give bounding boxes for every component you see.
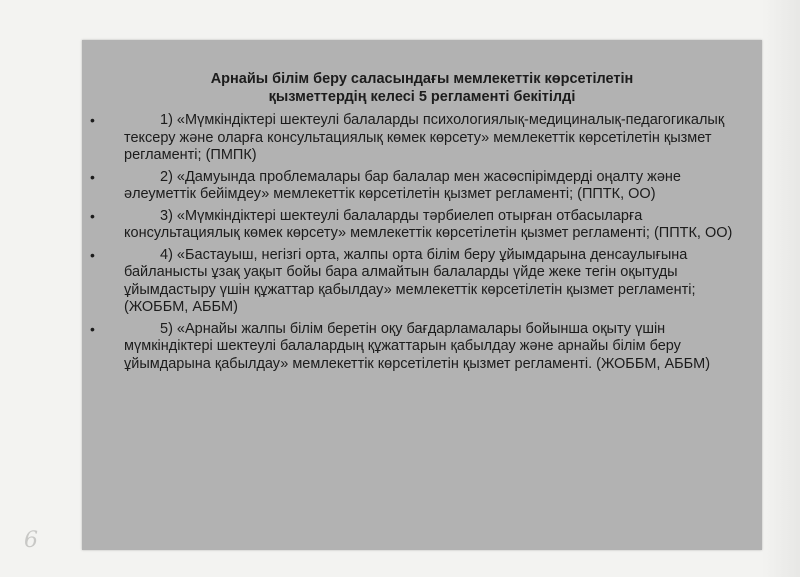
list-item xyxy=(82,247,762,317)
list-item xyxy=(82,169,762,204)
bullet-icon: • xyxy=(90,112,95,128)
list-item xyxy=(82,208,762,243)
bullet-icon: • xyxy=(90,320,95,337)
list-item-text: 5) «Арнайы жалпы білім беретін оқу бағдарламалары бойынша оқыту үшін мүмкіндіктері шектеулі балалардың құжаттарын қабылдау және арнайы білім беру ұйымдарына қабылдау» мемлекеттік көрсетілетін қызмет регламенті. (ЖОББМ, АББМ) xyxy=(124,320,711,372)
page-edge-shadow xyxy=(762,0,800,577)
slide-title xyxy=(82,70,762,106)
list-item xyxy=(82,321,762,374)
bullet-icon: • xyxy=(90,207,95,224)
regulation-list xyxy=(82,112,762,377)
bullet-icon: • xyxy=(90,246,95,263)
slide-title-line-2: қызметтердің келесі 5 регламенті бекітілді xyxy=(268,89,576,105)
list-item xyxy=(82,112,762,165)
bullet-icon: • xyxy=(90,168,95,185)
slide-panel xyxy=(82,40,762,550)
slide-title-line-1: Арнайы білім беру саласындағы мемлекеттік көрсетілетін xyxy=(210,71,634,87)
list-item-text: 1) «Мүмкіндіктері шектеулі балаларды психологиялық-медициналық-педагогикалық тексеру және оларға консультациялық көмек көрсету» мемлекеттік көрсетілетін қызмет регламенті; (ПМПК) xyxy=(124,112,725,163)
list-item-text: 4) «Бастауыш, негізгі орта, жалпы орта білім беру ұйымдарына денсаулығына байланысты ұзақ уақыт бойы бара алмайтын балаларды үйде жеке тегін оқытуды ұйымдастыру үшін құжаттар қабылдау» мемлекеттік көрсетілетін қызмет регламенті; (ЖОББМ, АББМ) xyxy=(124,246,696,315)
list-item-text: 2) «Дамуында проблемалары бар балалар мен жасөспірімдерді оңалту және әлеуметтік бейімдеу» мемлекеттік көрсетілетін қызмет регламенті; (ППТК, ОО) xyxy=(124,168,681,202)
list-item-text: 3) «Мүмкіндіктері шектеулі балаларды тәрбиелеп отырған отбасыларға консультациялық көмек көрсету» мемлекеттік көрсетілетін қызмет регламенті; (ППТК, ОО) xyxy=(124,207,733,241)
page-number: 6 xyxy=(24,528,38,553)
